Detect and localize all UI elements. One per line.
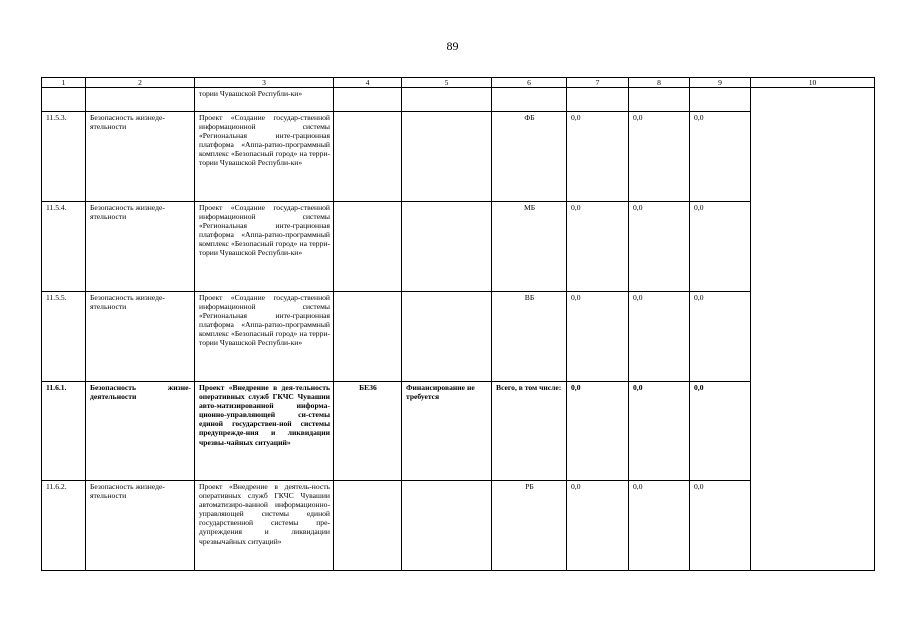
header-cell-8: 8: [629, 78, 690, 88]
row-source: Всего, в том числе:: [492, 382, 567, 481]
row-note: [402, 202, 492, 292]
row-number: 11.6.1.: [42, 382, 86, 481]
row-value-7: 0,0: [567, 292, 629, 382]
row-value-7: [567, 88, 629, 112]
row-source: ФБ: [492, 112, 567, 202]
row-code: [334, 292, 402, 382]
row-source: МБ: [492, 202, 567, 292]
row-number: 11.6.2.: [42, 481, 86, 571]
table-row: [42, 292, 875, 382]
header-cell-1: 1: [42, 78, 86, 88]
row-number: 11.5.5.: [42, 292, 86, 382]
row-value-7: 0,0: [567, 202, 629, 292]
row-value-10: [751, 112, 875, 202]
row-project: Проект «Создание государ-ственной информационной системы «Региональная инте-грационная платформа «Аппа-ратно-программный комплекс «Безопасный город» на терри-тории Чувашской Республи-ки»: [195, 292, 334, 382]
row-source: ВБ: [492, 292, 567, 382]
row-source: [492, 88, 567, 112]
row-name: Безопасность жизнеде-ятельности: [86, 112, 195, 202]
row-code: [334, 112, 402, 202]
table-row: [42, 382, 875, 481]
row-name: Безопасность жизнеде-ятельности: [86, 202, 195, 292]
row-value-7: 0,0: [567, 382, 629, 481]
table-row: [42, 481, 875, 571]
row-number: [42, 88, 86, 112]
row-value-9: 0,0: [690, 112, 751, 202]
row-code: [334, 481, 402, 571]
row-value-10: [751, 202, 875, 292]
row-value-9: 0,0: [690, 292, 751, 382]
row-value-10: [751, 481, 875, 571]
budget-table: [41, 77, 875, 571]
row-value-10: [751, 382, 875, 481]
row-number: 11.5.4.: [42, 202, 86, 292]
row-value-9: [690, 88, 751, 112]
row-code: [334, 88, 402, 112]
row-name: Безопасность жизне-деятельности: [86, 382, 195, 481]
row-note: [402, 112, 492, 202]
row-value-8: 0,0: [629, 292, 690, 382]
row-value-9: 0,0: [690, 382, 751, 481]
row-note: [402, 88, 492, 112]
header-cell-2: 2: [86, 78, 195, 88]
header-cell-4: 4: [334, 78, 402, 88]
row-project: Проект «Внедрение в дея-тельность оперативных служб ГКЧС Чувашии авто-матизированной информа-ционно-управляющей си-стемы единой государствен-ной системы предупрежде-ния и ликвидации чрезвы-чайных ситуаций»: [195, 382, 334, 481]
row-project: Проект «Создание государ-ственной информационной системы «Региональная инте-грационная платформа «Аппа-ратно-программный комплекс «Безопасный город» на терри-тории Чувашской Республи-ки»: [195, 112, 334, 202]
table-row: [42, 112, 875, 202]
row-project: тории Чувашской Республи-ки»: [195, 88, 334, 112]
row-number: 11.5.3.: [42, 112, 86, 202]
row-source: РБ: [492, 481, 567, 571]
row-value-9: 0,0: [690, 202, 751, 292]
header-cell-3: 3: [195, 78, 334, 88]
row-note: [402, 481, 492, 571]
row-value-7: 0,0: [567, 481, 629, 571]
row-note: [402, 292, 492, 382]
row-value-8: 0,0: [629, 481, 690, 571]
row-value-8: [629, 88, 690, 112]
row-name: Безопасность жизнеде-ятельности: [86, 481, 195, 571]
row-value-8: 0,0: [629, 382, 690, 481]
row-value-9: 0,0: [690, 481, 751, 571]
row-value-8: 0,0: [629, 112, 690, 202]
header-cell-6: 6: [492, 78, 567, 88]
header-cell-9: 9: [690, 78, 751, 88]
header-cell-5: 5: [402, 78, 492, 88]
row-name: [86, 88, 195, 112]
row-value-8: 0,0: [629, 202, 690, 292]
table-header-row: [42, 78, 875, 88]
row-value-7: 0,0: [567, 112, 629, 202]
row-code: [334, 202, 402, 292]
header-cell-10: 10: [751, 78, 875, 88]
page-number: 89: [446, 39, 459, 53]
table-row: [42, 202, 875, 292]
header-cell-7: 7: [567, 78, 629, 88]
row-name: Безопасность жизнеде-ятельности: [86, 292, 195, 382]
table-row: [42, 88, 875, 112]
row-project: Проект «Создание государ-ственной информационной системы «Региональная инте-грационная платформа «Аппа-ратно-программный комплекс «Безопасный город» на терри-тории Чувашской Республи-ки»: [195, 202, 334, 292]
row-project: Проект «Внедрение в деятель-ность оперативных служб ГКЧС Чувашии автоматизиро-ванной информационно-управляющей системы единой государственной системы пре-дупреждения и ликвидации чрезвычайных ситуаций»: [195, 481, 334, 571]
row-note: Финансирование не требуется: [402, 382, 492, 481]
row-value-10: [751, 88, 875, 112]
row-value-10: [751, 292, 875, 382]
row-code: БЕ36: [334, 382, 402, 481]
